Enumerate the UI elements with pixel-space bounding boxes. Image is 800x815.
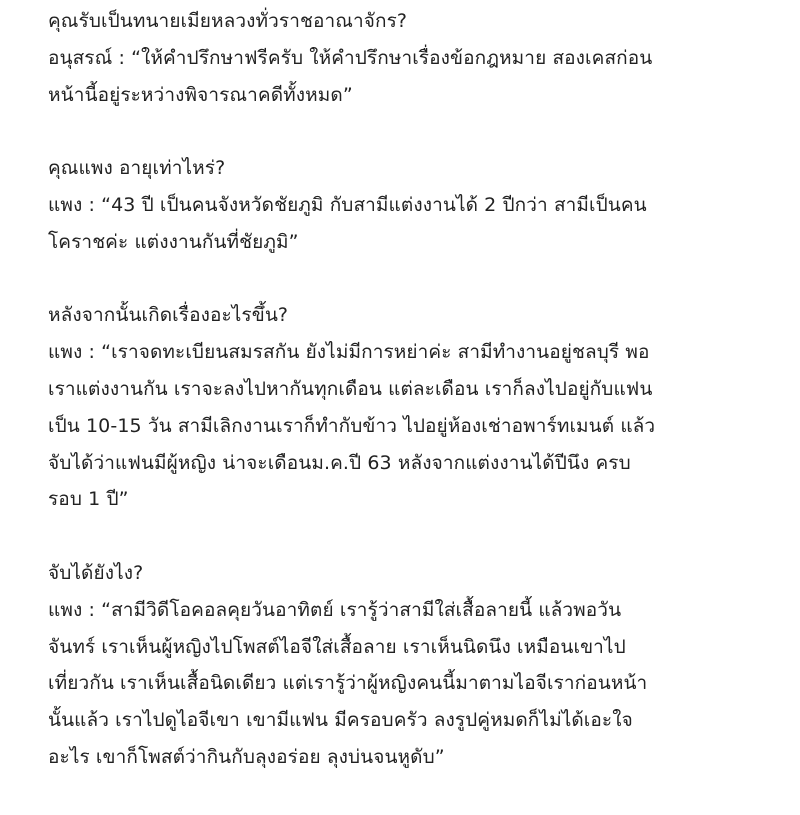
article-body xyxy=(48,3,788,776)
answer-line: แพง : “สามีวิดีโอคอลคุยวันอาทิตย์ เรารู้ว่าสามีใส่เสื้อลายนี้ แล้วพอวัน xyxy=(48,598,622,621)
question-text: คุณแพง อายุเท่าไหร่? xyxy=(48,157,226,180)
question-text: หลังจากนั้นเกิดเรื่องอะไรขึ้น? xyxy=(48,304,289,327)
answer-line: แพง : “เราจดทะเบียนสมรสกัน ยังไม่มีการหย่าค่ะ สามีทำงานอยู่ชลบุรี พอ xyxy=(48,341,650,364)
paragraph-spacer xyxy=(48,113,788,150)
question-text: คุณรับเป็นทนายเมียหลวงทั่วราชอาณาจักร? xyxy=(48,10,408,32)
answer-line: อนุสรณ์ : “ให้คำปรึกษาฟรีครับ ให้คำปรึกษาเรื่องข้อกฎหมาย สองเคสก่อน xyxy=(48,46,653,69)
answer-line: จับได้ว่าแฟนมีผู้หญิง น่าจะเดือนม.ค.ปี 63 หลังจากแต่งงานได้ปีนึง ครบ xyxy=(48,451,631,474)
paragraph-spacer xyxy=(48,518,788,555)
paragraph-spacer xyxy=(48,261,788,298)
answer-line: หน้านี้อยู่ระหว่างพิจารณาคดีทั้งหมด” xyxy=(48,83,353,106)
answer-line: นั้นแล้ว เราไปดูไอจีเขา เขามีแฟน มีครอบครัว ลงรูปคู่หมดก็ไม่ได้เอะใจ xyxy=(48,709,633,732)
answer-line: แพง : “43 ปี เป็นคนจังหวัดชัยภูมิ กับสามีแต่งงานได้ 2 ปีกว่า สามีเป็นคน xyxy=(48,193,647,216)
answer-line: อะไร เขาก็โพสต์ว่ากินกับลุงอร่อย ลุงบ่นจนหูดับ” xyxy=(48,745,445,768)
answer-line: โคราชค่ะ แต่งงานกันที่ชัยภูมิ” xyxy=(48,230,299,253)
answer-line: เที่ยวกัน เราเห็นเสื้อนิดเดียว แต่เรารู้ว่าผู้หญิงคนนี้มาตามไอจีเราก่อนหน้า xyxy=(48,672,648,695)
answer-line: รอบ 1 ปี” xyxy=(48,488,129,511)
answer-line: เราแต่งงานกัน เราจะลงไปหากันทุกเดือน แต่ละเดือน เราก็ลงไปอยู่กับแฟน xyxy=(48,377,653,400)
answer-line: เป็น 10-15 วัน สามีเลิกงานเราก็ทำกับข้าว ไปอยู่ห้องเช่าอพาร์ทเมนต์ แล้ว xyxy=(48,414,656,437)
answer-line: จันทร์ เราเห็นผู้หญิงไปโพสต์ไอจีใส่เสื้อลาย เราเห็นนิดนึง เหมือนเขาไป xyxy=(48,635,626,658)
question-text: จับได้ยังไง? xyxy=(48,561,144,584)
